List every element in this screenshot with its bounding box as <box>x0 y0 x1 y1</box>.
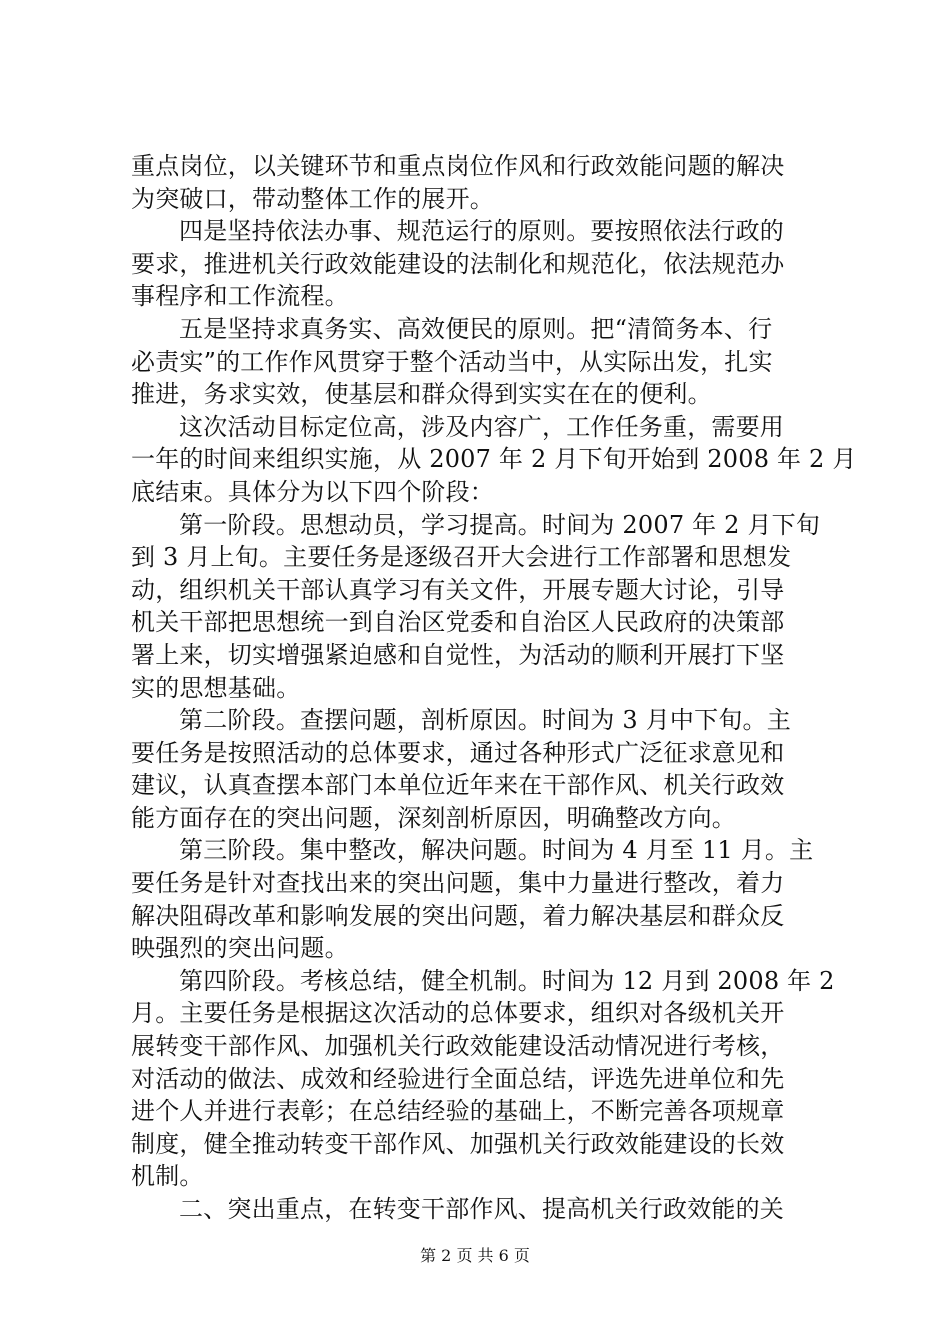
text-line: 第二阶段。查摆问题，剖析原因。时间为 3 月中下旬。主 <box>179 706 791 735</box>
text-line: 实的思想基础。 <box>131 673 301 702</box>
text-line: 月。主要任务是根据这次活动的总体要求，组织对各级机关开 <box>131 999 785 1028</box>
text-line: 推进，务求实效，使基层和群众得到实实在在的便利。 <box>131 380 712 409</box>
text-line: 机关干部把思想统一到自治区党委和自治区人民政府的决策部 <box>131 608 785 637</box>
text-line: 必责实”的工作作风贯穿于整个活动当中，从实际出发，扎实 <box>131 347 773 376</box>
text-line: 四是坚持依法办事、规范运行的原则。要按照依法行政的 <box>179 217 784 246</box>
page-footer: 第 2 页 共 6 页 <box>420 1246 530 1265</box>
text-line: 底结束。具体分为以下四个阶段： <box>131 477 494 506</box>
text-line: 要任务是针对查找出来的突出问题，集中力量进行整改，着力 <box>131 869 785 898</box>
document-body <box>131 150 857 1226</box>
text-line: 一年的时间来组织实施，从 2007 年 2 月下旬开始到 2008 年 2 月 <box>131 445 857 474</box>
text-line: 二、突出重点，在转变干部作风、提高机关行政效能的关 <box>179 1195 784 1223</box>
text-line: 制度，健全推动转变干部作风、加强机关行政效能建设的长效 <box>131 1129 785 1158</box>
text-line: 第四阶段。考核总结，健全机制。时间为 12 月到 2008 年 2 <box>179 966 835 995</box>
text-line: 到 3 月上旬。主要任务是逐级召开大会进行工作部署和思想发 <box>131 543 792 572</box>
text-line: 动，组织机关干部认真学习有关文件，开展专题大讨论，引导 <box>131 575 785 604</box>
text-line: 这次活动目标定位高，涉及内容广，工作任务重，需要用 <box>179 412 784 441</box>
text-line: 要求，推进机关行政效能建设的法制化和规范化，依法规范办 <box>131 249 785 278</box>
text-line: 解决阻碍改革和影响发展的突出问题，着力解决基层和群众反 <box>131 901 785 930</box>
text-line: 建议，认真查摆本部门本单位近年来在干部作风、机关行政效 <box>131 771 785 800</box>
text-line: 展转变干部作风、加强机关行政效能建设活动情况进行考核， <box>131 1032 785 1061</box>
text-line: 重点岗位，以关键环节和重点岗位作风和行政效能问题的解决 <box>131 152 785 180</box>
text-line: 机制。 <box>131 1162 204 1191</box>
text-line: 五是坚持求真务实、高效便民的原则。把“清简务本、行 <box>179 314 773 343</box>
text-line: 进个人并进行表彰；在总结经验的基础上，不断完善各项规章 <box>131 1097 785 1126</box>
text-line: 署上来，切实增强紧迫感和自觉性，为活动的顺利开展打下坚 <box>131 640 785 669</box>
text-line: 第一阶段。思想动员，学习提高。时间为 2007 年 2 月下旬 <box>179 510 821 539</box>
text-line: 对活动的做法、成效和经验进行全面总结，评选先进单位和先 <box>131 1064 785 1093</box>
text-line: 能方面存在的突出问题，深刻剖析原因，明确整改方向。 <box>131 803 736 832</box>
text-line: 事程序和工作流程。 <box>131 282 349 311</box>
text-line: 为突破口，带动整体工作的展开。 <box>131 184 494 213</box>
text-line: 第三阶段。集中整改，解决问题。时间为 4 月至 11 月。主 <box>179 836 814 865</box>
text-line: 要任务是按照活动的总体要求，通过各种形式广泛征求意见和 <box>131 738 785 767</box>
text-line: 映强烈的突出问题。 <box>131 934 349 963</box>
